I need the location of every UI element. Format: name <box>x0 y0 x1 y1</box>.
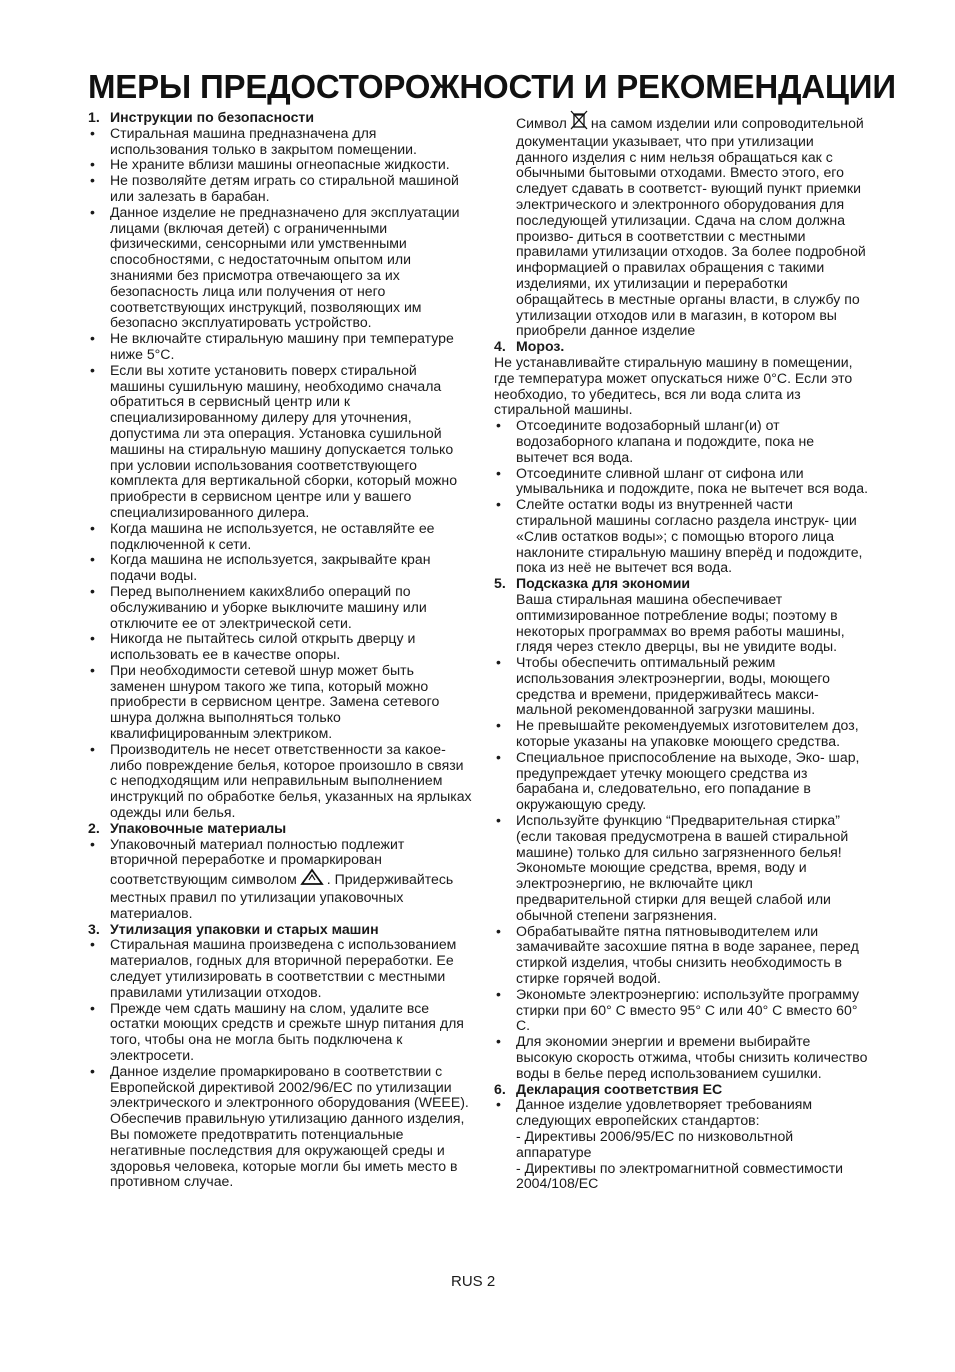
list-item: • Для экономии энергии и времени выбирайте высокую скорость отжима, чтобы снизить количество воды в белье перед использованием сушилки. <box>494 1034 869 1081</box>
list-item: • Стиральная машина предназначена для использования только в закрытом помещении. <box>88 126 472 158</box>
list-item: • Не включайте стиральную машину при температуре ниже 5°С. <box>88 331 472 363</box>
section-number: 4. <box>494 338 506 355</box>
paragraph-text: на самом изделии или сопроводительной документации указывает, что при утилизации данного изделия с ним нельзя обращаться как с обычными бытовыми отходами. Вместо этого, его следует сдавать в соответст- вующий пункт приемки электрического и электронного оборудования для последующей утилизации. Сдача на слом должна произво- диться в соответствии с местными правилами утилизации отходов. За более подробной информацией о правилах обращения с такими изделиями, их утилизации и переработки обращайтесь в местные органы власти, в службу по утилизации отходов или в магазин, в котором вы приобрели данное изделие <box>516 115 866 339</box>
recycling-triangle-icon <box>300 868 324 890</box>
section-title: Утилизация упаковки и старых машин <box>110 920 379 937</box>
page-title: МЕРЫ ПРЕДОСТОРОЖНОСТИ И РЕКОМЕНДАЦИИ <box>88 68 896 105</box>
section-number: 2. <box>88 819 100 836</box>
directive-line: - Директивы 2006/95/ЕС по низковольтной аппаратуре <box>516 1128 794 1160</box>
section-1-heading <box>88 110 472 126</box>
list-item: • Когда машина не используется, закрывайте кран подачи воды. <box>88 552 472 584</box>
list-item-text: Данное изделие удовлетворяет требованиям следующих европейских стандартов: <box>516 1096 813 1129</box>
list-item: • Не храните вблизи машины огнеопасные жидкости. <box>88 157 472 173</box>
list-item: • Когда машина не используется, не оставляйте ее подключенной к сети. <box>88 521 472 553</box>
list-item <box>88 1064 472 1190</box>
section-5-heading <box>494 576 869 592</box>
section-6-heading <box>494 1082 869 1098</box>
list-item: • Никогда не пытайтесь силой открыть дверцу и использовать ее в качестве опоры. <box>88 631 472 663</box>
directive-line: - Директивы по электромагнитной совместимости 2004/108/ЕС <box>516 1159 844 1192</box>
section-title: Декларация соответствия ЕС <box>516 1080 723 1097</box>
list-item <box>88 837 472 922</box>
left-column <box>88 110 472 1190</box>
crossed-bin-icon <box>570 110 588 134</box>
section-title: Подсказка для экономии <box>516 575 691 592</box>
section-1-list <box>88 126 472 821</box>
section-3-heading <box>88 922 472 938</box>
list-item: • Используйте функцию “Предварительная стирка” (если таковая предусмотрена в вашей стиральной машине) только для сильно загрязненного белья! Экономьте моющие средства, время, воду и электроэнергию, не включайте цикл предварительной стирки для вещей слабой или обычной степени загрязнения. <box>494 813 869 924</box>
section-5-list <box>494 655 869 1082</box>
list-item: • Не превышайте рекомендуемых изготовителем доз, которые указаны на упаковке моющего средства. <box>494 718 869 750</box>
section-4-intro: Не устанавливайте стиральную машину в помещении, где температура может опускаться ниже 0°С. Если это необходио, то убедитесь, вся ли вода слита из стиральной машины. <box>494 353 853 418</box>
list-item: • При необходимости сетевой шнур может быть заменен шнуром такого же типа, который можно приобрести в сервисном центре. Замена сетевого шнура должна выполняться только квалифицированным электриком. <box>88 663 472 742</box>
list-item-text: Упаковочный материал полностью подлежит вторичной переработке и промаркирован соответствующим символом <box>110 835 405 888</box>
list-item: • Перед выполнением каких8либо операций по обслуживанию и уборке выключите машину или отключите ее от электрической сети. <box>88 584 472 631</box>
section-number: 3. <box>88 920 100 937</box>
section-3-list <box>88 937 472 1190</box>
list-item: • Производитель не несет ответственности за какое-либо повреждение белья, которое произошло в связи с неподходящим или неправильным выполнением инструкций по обработке белья, указанных на ярлыках одежды или белья. <box>88 742 472 821</box>
section-title: Упаковочные материалы <box>110 819 287 836</box>
section-2-list <box>88 837 472 922</box>
list-item: • Если вы хотите установить поверх стиральной машины сушильную машину, необходимо сначала обратиться в сервисный центр или к специализированному дилеру для уточнения, допустима ли эта операция. Установка сушильной машины на стиральную машину допускается только при условии использования соответствующего комплекта для вертикальной сборки, который можно приобрести в сервисном центре или у вашего специализированного дилера. <box>88 363 472 521</box>
section-number: 1. <box>88 109 100 125</box>
section-title: Инструкции по безопасности <box>110 109 314 125</box>
section-number: 6. <box>494 1080 506 1097</box>
paragraph-text: Символ <box>516 115 567 131</box>
section-6-list <box>494 1097 869 1192</box>
list-item: • Отсоедините сливной шланг от сифона или умывальника и подождите, пока не вытечет вся вода. <box>494 466 869 498</box>
list-item: • Стиральная машина произведена с использованием материалов, годных для вторичной переработки. Ее следует утилизировать в соответствии с местными правилами утилизации отходов. <box>88 937 472 1000</box>
page-number: RUS 2 <box>451 1273 496 1290</box>
list-item: • Слейте остатки воды из внутренней части стиральной машины согласно раздела инструк- ции «Слив остатков воды»; с помощью второго лица наклоните стиральную машину вперёд и подождите, пока из неё не вытечет вся вода. <box>494 497 869 576</box>
list-item: • Прежде чем сдать машину на слом, удалите все остатки моющих средств и срежьте шнур питания для того, чтобы она не могла быть подключена к электросети. <box>88 1001 472 1064</box>
list-item: • Экономьте электроэнергию: используйте программу стирки при 60° С вместо 95° С или 40° С вместо 60° С. <box>494 987 869 1034</box>
list-item: • Данное изделие не предназначено для эксплуатации лицами (включая детей) с ограниченными физическими, сенсорными или умственными способностями, с недостаточным опытом или знаниями без присмотра отвечающего за их безопасность лица или получения от него соответствующих инструкций, позволяющих им безопасно эксплуатировать устройство. <box>88 205 472 331</box>
section-5-intro: Ваша стиральная машина обеспечивает оптимизированное потребление воды; поэтому в некоторых программах во время работы машины, глядя через стекло дверцы, вы не увидите воды. <box>516 590 845 655</box>
right-column <box>494 110 869 1192</box>
weee-symbol-paragraph <box>494 110 869 339</box>
list-item-text: Данное изделие промаркировано в соответствии с Европейской директивой 2002/96/ЕС по утилизации электрического и электронного оборудования (WEEE). <box>110 1062 469 1111</box>
section-4-heading <box>494 339 869 355</box>
section-4-list <box>494 418 869 576</box>
section-number: 5. <box>494 575 506 592</box>
list-item: • Обрабатывайте пятна пятновыводителем или замачивайте засохшие пятна в воде заранее, перед стиркой изделия, чтобы снизить необходимость в стирке горячей водой. <box>494 924 869 987</box>
list-item: • Чтобы обеспечить оптимальный режим использования электроэнергии, воды, моющего средства и времени, придерживайтесь макси- мальной рекомендованной загрузки машины. <box>494 655 869 718</box>
section-title: Мороз. <box>516 338 565 355</box>
list-item: • Не позволяйте детям играть со стиральной машиной или залезать в барабан. <box>88 173 472 205</box>
list-item: • Специальное приспособление на выходе, Эко- шар, предупреждает утечку моющего средства из барабана и, следовательно, его попадание в окружающую среду. <box>494 750 869 813</box>
list-item-text: . Придерживайтесь местных правил по утилизации упаковочных материалов. <box>110 871 454 921</box>
list-item: • Отсоедините водозаборный шланг(и) от водозаборного клапана и подождите, пока не вытечет вся вода. <box>494 418 869 465</box>
list-item <box>494 1097 869 1192</box>
list-item-text: Обеспечив правильную утилизацию данного изделия, Вы поможете предотвратить потенциальные негативные последствия для окружающей среды и здоровья человека, которые могли бы иметь место в противном случае. <box>110 1110 465 1190</box>
section-2-heading <box>88 821 472 837</box>
